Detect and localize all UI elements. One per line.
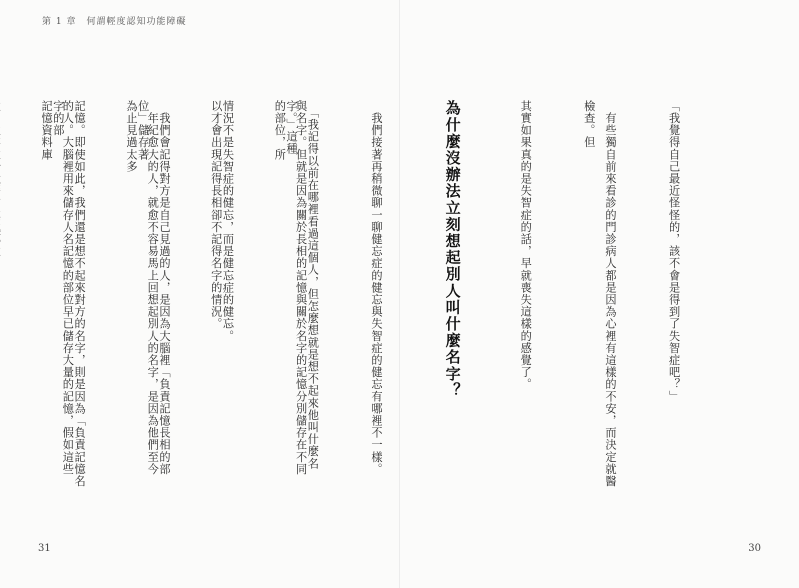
text-column: 我們接著再稍微聊一聊健忘症的健忘與失智症的健忘有哪裡不一樣。 bbox=[369, 100, 383, 476]
left-page-text bbox=[42, 100, 354, 480]
text-column: 的人。大腦裡用來儲存人名記憶的部位早已儲存大量的記憶，假如這些記憶資料庫 bbox=[40, 100, 75, 476]
text-column: 「我記得以前在哪裡看過這個人，但怎麼想就是想不起來他叫什麼名字。」這種 bbox=[285, 100, 320, 470]
page-number-right: 30 bbox=[748, 543, 761, 554]
page-number-left: 31 bbox=[38, 543, 51, 554]
running-head: 第 1 章 何謂輕度認知功能障礙 bbox=[42, 17, 187, 27]
text-column: 情況不是失智症的健忘，而是健忘症的健忘。 bbox=[221, 100, 235, 342]
text-column: 其實如果真的是失智症的話，早就喪失這樣的感覺了。 bbox=[519, 100, 533, 391]
section-heading: 為什麼沒辦法立刻想起別人叫什麼名字？ bbox=[443, 100, 462, 399]
text-column: 有些獨自前來看診的門診病人都是因為心裡有這樣的不安，而決定就醫檢查。但 bbox=[582, 100, 617, 488]
text-column: 以才會出現記得長相卻不記得名字的情況。 bbox=[209, 100, 223, 330]
text-column: 記憶。即使如此，我們還是想不起來對方的名字，則是因為「負責記憶名字的部 bbox=[51, 100, 87, 488]
text-column: 我們會記得對方是自己見過的人，是因為大腦裡「負責記憶長相的部位」儲存著 bbox=[136, 100, 171, 476]
text-column: 「我覺得自己最近怪怪的，該不會是得到了失智症吧？」 bbox=[667, 100, 681, 403]
text-column: 年紀愈大的人，就愈不容易馬上回想起別人的名字，是因為他們至今為止見過太多 bbox=[124, 100, 160, 476]
text-column: 與名字。但就是因為關於長相的記憶與關於名字的記憶分別儲存在不同的部位，所 bbox=[273, 100, 308, 476]
